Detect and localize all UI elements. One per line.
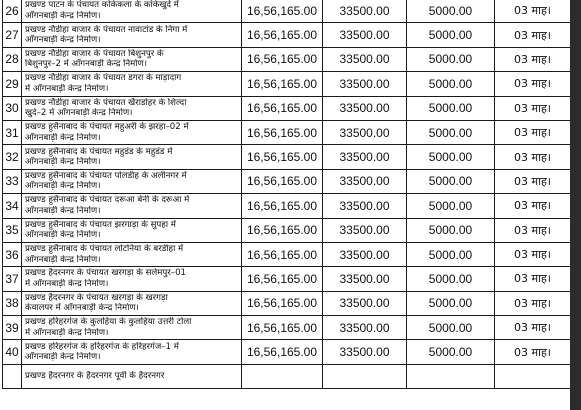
serial-number-cell: 37 — [3, 267, 22, 291]
description-line-2: में आँगनबाड़ी केन्द्र निर्माण। — [25, 327, 109, 338]
estimated-cost-cell: 16,56,165.00 — [242, 47, 323, 71]
description-line-1: प्रखण्ड हैदरनगर के पंचायत खरगड़ा के सलेमपुर–01 — [25, 268, 187, 279]
description-line-2: केवालपर में आँगनबाड़ी केन्द्र निर्माण। — [25, 303, 139, 314]
table-row — [3, 23, 571, 47]
description-line-1: प्रखण्ड हुसैनाबाद के पंचायत झरगाड़ा के सुपहा में — [25, 219, 176, 230]
work-description-cell — [22, 242, 242, 266]
work-description-cell — [22, 72, 242, 96]
estimated-cost-cell: 16,56,165.00 — [242, 145, 323, 169]
serial-number-cell: 40 — [3, 340, 22, 364]
tender-fee-cell: 5000.00 — [407, 267, 495, 291]
description-line-1: प्रखण्ड हुसैनाबाद के पंचायत दरूआ बेनी के दरूआ में — [25, 195, 190, 206]
completion-period-cell: 03 माह। — [495, 0, 571, 23]
earnest-money-cell: 33500.00 — [323, 120, 407, 144]
estimated-cost-cell: 16,56,165.00 — [242, 194, 323, 218]
estimated-cost-cell: 16,56,165.00 — [242, 72, 323, 96]
completion-period-cell: 03 माह। — [495, 47, 571, 71]
description-line-2: में आँगनबाड़ी केन्द्र निर्माण। — [25, 278, 109, 289]
earnest-money-cell: 33500.00 — [323, 47, 407, 71]
table-row — [3, 316, 571, 340]
table-body — [3, 0, 571, 389]
work-description-cell — [22, 194, 242, 218]
tender-fee-cell: 5000.00 — [407, 23, 495, 47]
earnest-money-cell: 33500.00 — [323, 316, 407, 340]
completion-period-cell: 03 माह। — [495, 72, 571, 96]
estimated-cost-cell: 16,56,165.00 — [242, 316, 323, 340]
earnest-money-cell: 33500.00 — [323, 72, 407, 96]
estimated-cost-cell: 16,56,165.00 — [242, 340, 323, 364]
description-line-2: आँगनबाड़ी केन्द्र निर्माण। — [25, 254, 101, 265]
earnest-money-cell — [323, 364, 407, 388]
table-row — [3, 145, 571, 169]
estimated-cost-cell: 16,56,165.00 — [242, 169, 323, 193]
tender-fee-cell: 5000.00 — [407, 72, 495, 96]
tender-fee-cell: 5000.00 — [407, 242, 495, 266]
estimated-cost-cell: 16,56,165.00 — [242, 218, 323, 242]
work-description-cell — [22, 340, 242, 364]
earnest-money-cell: 33500.00 — [323, 169, 407, 193]
completion-period-cell: 03 माह। — [495, 194, 571, 218]
serial-number-cell: 32 — [3, 145, 22, 169]
description-line-2: आँगनबाड़ी केन्द्र निर्माण। — [25, 157, 101, 168]
tender-fee-cell: 5000.00 — [407, 0, 495, 23]
work-description-cell — [22, 23, 242, 47]
serial-number-cell: 30 — [3, 96, 22, 120]
serial-number-cell: 28 — [3, 47, 22, 71]
earnest-money-cell: 33500.00 — [323, 218, 407, 242]
earnest-money-cell: 33500.00 — [323, 194, 407, 218]
tender-fee-cell: 5000.00 — [407, 169, 495, 193]
work-description-cell — [22, 47, 242, 71]
description-line-2: आँगनबाड़ी केन्द्र निर्माण। — [25, 181, 101, 192]
serial-number-cell: 26 — [3, 0, 22, 23]
table-row — [3, 267, 571, 291]
completion-period-cell: 03 माह। — [495, 340, 571, 364]
completion-period-cell: 03 माह। — [495, 120, 571, 144]
estimated-cost-cell: 16,56,165.00 — [242, 291, 323, 315]
completion-period-cell: 03 माह। — [495, 169, 571, 193]
tender-fee-cell: 5000.00 — [407, 291, 495, 315]
table-row — [3, 120, 571, 144]
scan-edge-shadow — [570, 0, 581, 410]
completion-period-cell: 03 माह। — [495, 316, 571, 340]
description-line-2: बिशुनपुर–2 में आँगनबाड़ी केन्द्र निर्माण। — [25, 59, 147, 70]
tender-fee-cell: 5000.00 — [407, 120, 495, 144]
estimated-cost-cell — [242, 364, 323, 388]
serial-number-cell: 38 — [3, 291, 22, 315]
estimated-cost-cell: 16,56,165.00 — [242, 242, 323, 266]
table-row — [3, 194, 571, 218]
tender-fee-cell: 5000.00 — [407, 194, 495, 218]
estimated-cost-cell: 16,56,165.00 — [242, 23, 323, 47]
completion-period-cell: 03 माह। — [495, 267, 571, 291]
tender-fee-cell: 5000.00 — [407, 316, 495, 340]
work-description-cell — [22, 218, 242, 242]
estimated-cost-cell: 16,56,165.00 — [242, 120, 323, 144]
work-description-cell — [22, 0, 242, 23]
description-line-2: आँगनबाड़ी केन्द्र निर्माण। — [25, 35, 101, 46]
work-description-cell — [22, 364, 242, 388]
description-line-2: आँगनबाड़ी केन्द्र निर्माण। — [25, 205, 101, 216]
description-line-1: प्रखण्ड हैदरनगर के हैदरनगर पूर्वी के हैदरनगर — [25, 371, 165, 382]
description-line-1: प्रखण्ड हुसैनाबाद के पंचायत पोलडीह के अलीनगर में — [25, 170, 187, 181]
description-line-2: आँगनबाड़ी केन्द्र निर्माण। — [25, 230, 101, 241]
completion-period-cell: 03 माह। — [495, 218, 571, 242]
tender-fee-cell: 5000.00 — [407, 340, 495, 364]
serial-number-cell: 29 — [3, 72, 22, 96]
completion-period-cell — [495, 364, 571, 388]
description-line-1: प्रखण्ड हुसैनाबाद के पंचायत महुडंड के महुडंड में — [25, 146, 173, 157]
completion-period-cell: 03 माह। — [495, 96, 571, 120]
serial-number-cell: 36 — [3, 242, 22, 266]
description-line-1: प्रखण्ड हैदरनगर के पंचायत खरगड़ा के खरगड़ा — [25, 292, 168, 303]
description-line-2: आँगनबाड़ी केन्द्र निर्माण। — [25, 352, 101, 363]
description-line-1: प्रखण्ड नौडीहा बाजार के पंचायत बिशुनपुर के — [25, 48, 164, 59]
earnest-money-cell: 33500.00 — [323, 96, 407, 120]
work-description-cell — [22, 120, 242, 144]
works-table — [2, 0, 571, 389]
description-line-2: आँगनबाड़ी केन्द्र निर्माण। — [25, 132, 101, 143]
description-line-2: में आँगनबाड़ी केन्द्र निर्माण। — [25, 83, 109, 94]
earnest-money-cell: 33500.00 — [323, 0, 407, 23]
description-line-1: प्रखण्ड हुसैनाबाद के पंचायत महुअरी के झरहा–02 में — [25, 122, 189, 133]
earnest-money-cell: 33500.00 — [323, 23, 407, 47]
work-description-cell — [22, 291, 242, 315]
description-line-1: प्रखण्ड नौडीहा बाजार के पंचायत डगरा के माड़ादाग — [25, 73, 182, 84]
serial-number-cell: 27 — [3, 23, 22, 47]
serial-number-cell — [3, 364, 22, 388]
earnest-money-cell: 33500.00 — [323, 291, 407, 315]
completion-period-cell: 03 माह। — [495, 145, 571, 169]
description-line-1: प्रखण्ड हुसैनाबाद के पंचायत लोटनिया के बरडीहा में — [25, 244, 184, 255]
earnest-money-cell: 33500.00 — [323, 145, 407, 169]
serial-number-cell: 33 — [3, 169, 22, 193]
description-line-2: आँगनबाड़ी केन्द्र निर्माण। — [25, 10, 101, 21]
earnest-money-cell: 33500.00 — [323, 267, 407, 291]
completion-period-cell: 03 माह। — [495, 291, 571, 315]
earnest-money-cell: 33500.00 — [323, 242, 407, 266]
table-row — [3, 0, 571, 23]
tender-fee-cell: 5000.00 — [407, 47, 495, 71]
estimated-cost-cell: 16,56,165.00 — [242, 96, 323, 120]
description-line-2: खुर्द–2 में आँगनबाड़ी केन्द्र निर्माण। — [25, 108, 133, 119]
work-description-cell — [22, 267, 242, 291]
work-description-cell — [22, 169, 242, 193]
tender-fee-cell: 5000.00 — [407, 218, 495, 242]
estimated-cost-cell: 16,56,165.00 — [242, 267, 323, 291]
serial-number-cell: 31 — [3, 120, 22, 144]
description-line-1: प्रखण्ड हरिहरगंज के कुलहिया के कुलहिया उत्तरी टोला — [25, 317, 192, 328]
description-line-1: प्रखण्ड पाटन के पंचायत कोकेकला के कांकेखुर्द में — [25, 0, 179, 11]
description-line-1: प्रखण्ड नौडीहा बाजार के पंचायत खैराडोहर के शिल्दा — [25, 97, 187, 108]
table-row — [3, 218, 571, 242]
table-row — [3, 169, 571, 193]
work-description-cell — [22, 316, 242, 340]
table-row — [3, 364, 571, 388]
table-row — [3, 340, 571, 364]
earnest-money-cell: 33500.00 — [323, 340, 407, 364]
tender-fee-cell: 5000.00 — [407, 96, 495, 120]
table-row — [3, 291, 571, 315]
table-row — [3, 96, 571, 120]
estimated-cost-cell: 16,56,165.00 — [242, 0, 323, 23]
serial-number-cell: 39 — [3, 316, 22, 340]
table-row — [3, 242, 571, 266]
serial-number-cell: 35 — [3, 218, 22, 242]
table-row — [3, 72, 571, 96]
completion-period-cell: 03 माह। — [495, 242, 571, 266]
tender-fee-cell — [407, 364, 495, 388]
table-row — [3, 47, 571, 71]
completion-period-cell: 03 माह। — [495, 23, 571, 47]
description-line-1: प्रखण्ड नौडीहा बाजार के पंचायत नावाटांड के निगा में — [25, 24, 188, 35]
work-description-cell — [22, 145, 242, 169]
tender-fee-cell: 5000.00 — [407, 145, 495, 169]
serial-number-cell: 34 — [3, 194, 22, 218]
description-line-1: प्रखण्ड हरिहरगंज के हरिहरगंज के हरिहरगंज–1 में — [25, 341, 179, 352]
work-description-cell — [22, 96, 242, 120]
